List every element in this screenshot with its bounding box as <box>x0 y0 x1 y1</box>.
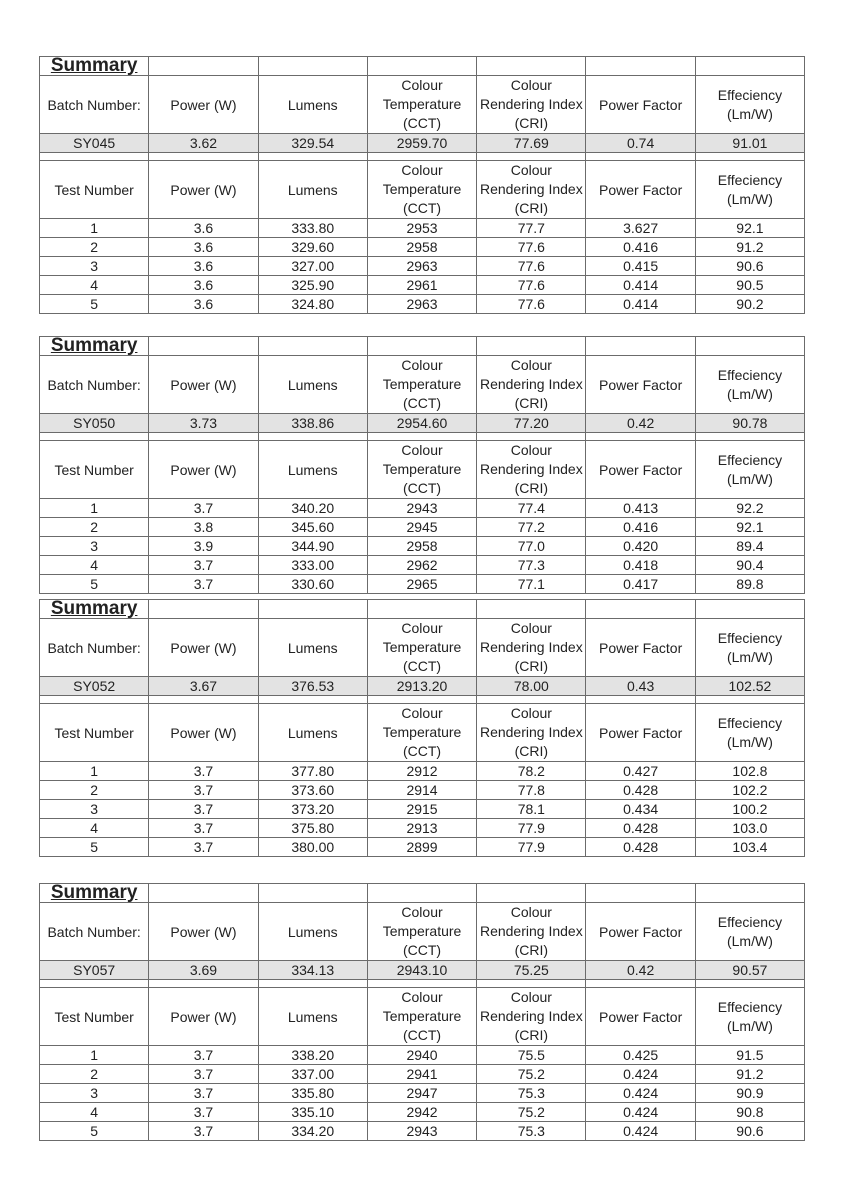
batch-header-row <box>40 356 805 414</box>
efficiency: 90.4 <box>695 556 804 575</box>
power-factor: 0.428 <box>586 819 695 838</box>
cri-header: Colour Rendering Index (CRI) <box>477 441 586 499</box>
cri: 77.1 <box>477 575 586 594</box>
table-row <box>40 295 805 314</box>
efficiency-header: Effeciency (Lm/W) <box>695 704 804 762</box>
cct: 2912 <box>367 762 476 781</box>
summary-row <box>40 677 805 696</box>
power-factor: 0.425 <box>586 1046 695 1065</box>
power-factor: 0.416 <box>586 238 695 257</box>
avg-cct: 2954.60 <box>367 414 476 433</box>
lumens: 333.80 <box>258 219 367 238</box>
power-header: Power (W) <box>149 903 258 961</box>
cct-header: Colour Temperature (CCT) <box>367 704 476 762</box>
avg-efficiency: 90.78 <box>695 414 804 433</box>
table-row <box>40 1046 805 1065</box>
cri: 77.4 <box>477 499 586 518</box>
cct: 2915 <box>367 800 476 819</box>
table-row <box>40 499 805 518</box>
cct-header: Colour Temperature (CCT) <box>367 441 476 499</box>
cri: 77.3 <box>477 556 586 575</box>
power: 3.7 <box>149 1122 258 1141</box>
summary-table-3 <box>39 599 805 857</box>
lumens: 329.60 <box>258 238 367 257</box>
power-header: Power (W) <box>149 988 258 1046</box>
power-factor: 0.428 <box>586 781 695 800</box>
power: 3.7 <box>149 499 258 518</box>
test-number: 1 <box>40 1046 149 1065</box>
batch-number: SY050 <box>40 414 149 433</box>
efficiency: 89.4 <box>695 537 804 556</box>
cct: 2943 <box>367 1122 476 1141</box>
power-header: Power (W) <box>149 704 258 762</box>
efficiency: 91.2 <box>695 238 804 257</box>
cct: 2947 <box>367 1084 476 1103</box>
table-row <box>40 556 805 575</box>
cri: 75.3 <box>477 1122 586 1141</box>
cct-header: Colour Temperature (CCT) <box>367 619 476 677</box>
cct: 2943 <box>367 499 476 518</box>
power-factor-header: Power Factor <box>586 161 695 219</box>
avg-lumens: 329.54 <box>258 134 367 153</box>
test-number: 1 <box>40 499 149 518</box>
batch-number-header: Batch Number: <box>40 356 149 414</box>
lumens: 380.00 <box>258 838 367 857</box>
test-number: 1 <box>40 219 149 238</box>
avg-lumens: 334.13 <box>258 961 367 980</box>
avg-power-factor: 0.74 <box>586 134 695 153</box>
efficiency: 100.2 <box>695 800 804 819</box>
cri: 77.6 <box>477 257 586 276</box>
avg-lumens: 376.53 <box>258 677 367 696</box>
cct: 2942 <box>367 1103 476 1122</box>
efficiency: 92.1 <box>695 518 804 537</box>
test-header-row <box>40 161 805 219</box>
power: 3.7 <box>149 781 258 800</box>
batch-number: SY045 <box>40 134 149 153</box>
power-factor: 0.424 <box>586 1103 695 1122</box>
test-number: 5 <box>40 575 149 594</box>
power: 3.6 <box>149 276 258 295</box>
table-row <box>40 518 805 537</box>
cri-header: Colour Rendering Index (CRI) <box>477 619 586 677</box>
lumens-header: Lumens <box>258 704 367 762</box>
batch-number: SY057 <box>40 961 149 980</box>
test-number-header: Test Number <box>40 441 149 499</box>
test-number: 5 <box>40 295 149 314</box>
cri-header: Colour Rendering Index (CRI) <box>477 356 586 414</box>
power-factor-header: Power Factor <box>586 704 695 762</box>
lumens: 330.60 <box>258 575 367 594</box>
cri-header: Colour Rendering Index (CRI) <box>477 161 586 219</box>
table-row <box>40 238 805 257</box>
cct-header: Colour Temperature (CCT) <box>367 76 476 134</box>
test-number: 5 <box>40 1122 149 1141</box>
power: 3.7 <box>149 1084 258 1103</box>
lumens: 337.00 <box>258 1065 367 1084</box>
batch-header-row <box>40 619 805 677</box>
lumens: 338.20 <box>258 1046 367 1065</box>
test-number: 3 <box>40 257 149 276</box>
test-number: 5 <box>40 838 149 857</box>
lumens-header: Lumens <box>258 356 367 414</box>
cct: 2963 <box>367 295 476 314</box>
cct: 2958 <box>367 537 476 556</box>
title-row <box>40 57 805 76</box>
test-number: 4 <box>40 1103 149 1122</box>
power-factor-header: Power Factor <box>586 903 695 961</box>
efficiency: 91.5 <box>695 1046 804 1065</box>
power-factor-header: Power Factor <box>586 76 695 134</box>
cri: 78.1 <box>477 800 586 819</box>
cri: 75.2 <box>477 1065 586 1084</box>
avg-efficiency: 90.57 <box>695 961 804 980</box>
efficiency: 90.5 <box>695 276 804 295</box>
lumens-header: Lumens <box>258 903 367 961</box>
power-header: Power (W) <box>149 356 258 414</box>
efficiency: 89.8 <box>695 575 804 594</box>
cct: 2945 <box>367 518 476 537</box>
power-factor: 0.414 <box>586 276 695 295</box>
lumens: 377.80 <box>258 762 367 781</box>
table-row <box>40 575 805 594</box>
efficiency: 91.2 <box>695 1065 804 1084</box>
batch-number: SY052 <box>40 677 149 696</box>
table-row <box>40 819 805 838</box>
avg-power: 3.69 <box>149 961 258 980</box>
power-factor-header: Power Factor <box>586 988 695 1046</box>
table-row <box>40 219 805 238</box>
cct-header: Colour Temperature (CCT) <box>367 903 476 961</box>
test-number: 4 <box>40 276 149 295</box>
cct: 2941 <box>367 1065 476 1084</box>
summary-row <box>40 414 805 433</box>
lumens: 340.20 <box>258 499 367 518</box>
power: 3.7 <box>149 762 258 781</box>
table-row <box>40 762 805 781</box>
lumens: 324.80 <box>258 295 367 314</box>
power-factor: 0.420 <box>586 537 695 556</box>
avg-power-factor: 0.42 <box>586 961 695 980</box>
power-header: Power (W) <box>149 161 258 219</box>
lumens-header: Lumens <box>258 619 367 677</box>
summary-title: Summary <box>40 337 149 356</box>
avg-cct: 2959.70 <box>367 134 476 153</box>
efficiency-header: Effeciency (Lm/W) <box>695 356 804 414</box>
power-factor: 0.417 <box>586 575 695 594</box>
efficiency: 92.2 <box>695 499 804 518</box>
power-header: Power (W) <box>149 76 258 134</box>
cri: 77.8 <box>477 781 586 800</box>
cri-header: Colour Rendering Index (CRI) <box>477 988 586 1046</box>
title-row <box>40 600 805 619</box>
summary-title: Summary <box>40 600 149 619</box>
batch-header-row <box>40 76 805 134</box>
spacer-row <box>40 433 805 441</box>
cct: 2914 <box>367 781 476 800</box>
test-number: 3 <box>40 537 149 556</box>
power-header: Power (W) <box>149 619 258 677</box>
cct: 2961 <box>367 276 476 295</box>
cri: 75.5 <box>477 1046 586 1065</box>
power-factor-header: Power Factor <box>586 356 695 414</box>
avg-cri: 78.00 <box>477 677 586 696</box>
summary-title: Summary <box>40 884 149 903</box>
power: 3.8 <box>149 518 258 537</box>
power: 3.9 <box>149 537 258 556</box>
power-factor: 0.434 <box>586 800 695 819</box>
lumens: 345.60 <box>258 518 367 537</box>
efficiency: 102.8 <box>695 762 804 781</box>
efficiency: 102.2 <box>695 781 804 800</box>
cri: 77.7 <box>477 219 586 238</box>
avg-lumens: 338.86 <box>258 414 367 433</box>
cri: 77.9 <box>477 819 586 838</box>
lumens: 334.20 <box>258 1122 367 1141</box>
table-row <box>40 257 805 276</box>
lumens: 333.00 <box>258 556 367 575</box>
power: 3.7 <box>149 1103 258 1122</box>
efficiency: 90.9 <box>695 1084 804 1103</box>
efficiency: 90.6 <box>695 1122 804 1141</box>
efficiency: 103.0 <box>695 819 804 838</box>
lumens: 335.10 <box>258 1103 367 1122</box>
table-row <box>40 1103 805 1122</box>
power-factor: 0.413 <box>586 499 695 518</box>
batch-number-header: Batch Number: <box>40 76 149 134</box>
lumens: 344.90 <box>258 537 367 556</box>
power: 3.7 <box>149 819 258 838</box>
avg-power: 3.67 <box>149 677 258 696</box>
table-row <box>40 838 805 857</box>
test-number-header: Test Number <box>40 161 149 219</box>
cct-header: Colour Temperature (CCT) <box>367 356 476 414</box>
cct: 2913 <box>367 819 476 838</box>
power-header: Power (W) <box>149 441 258 499</box>
avg-power-factor: 0.43 <box>586 677 695 696</box>
test-number: 3 <box>40 800 149 819</box>
cri: 77.6 <box>477 238 586 257</box>
summary-row <box>40 134 805 153</box>
spacer-row <box>40 980 805 988</box>
table-row <box>40 781 805 800</box>
test-number: 3 <box>40 1084 149 1103</box>
batch-number-header: Batch Number: <box>40 903 149 961</box>
table-row <box>40 800 805 819</box>
cri-header: Colour Rendering Index (CRI) <box>477 76 586 134</box>
lumens: 327.00 <box>258 257 367 276</box>
test-number: 2 <box>40 518 149 537</box>
power: 3.7 <box>149 838 258 857</box>
cri: 77.2 <box>477 518 586 537</box>
power: 3.6 <box>149 238 258 257</box>
test-number-header: Test Number <box>40 704 149 762</box>
lumens: 375.80 <box>258 819 367 838</box>
avg-power: 3.62 <box>149 134 258 153</box>
cri: 77.0 <box>477 537 586 556</box>
table-row <box>40 1065 805 1084</box>
power-factor: 0.415 <box>586 257 695 276</box>
efficiency-header: Effeciency (Lm/W) <box>695 619 804 677</box>
lumens: 373.60 <box>258 781 367 800</box>
power-factor: 0.414 <box>586 295 695 314</box>
cct: 2940 <box>367 1046 476 1065</box>
power-factor: 0.428 <box>586 838 695 857</box>
cri: 78.2 <box>477 762 586 781</box>
efficiency: 90.6 <box>695 257 804 276</box>
summary-table-1 <box>39 56 805 314</box>
cri: 77.9 <box>477 838 586 857</box>
lumens-header: Lumens <box>258 161 367 219</box>
power-factor-header: Power Factor <box>586 441 695 499</box>
power-factor: 0.427 <box>586 762 695 781</box>
test-header-row <box>40 704 805 762</box>
lumens: 335.80 <box>258 1084 367 1103</box>
cct: 2963 <box>367 257 476 276</box>
test-number: 1 <box>40 762 149 781</box>
efficiency: 90.2 <box>695 295 804 314</box>
avg-cri: 77.20 <box>477 414 586 433</box>
test-number: 4 <box>40 819 149 838</box>
power: 3.7 <box>149 800 258 819</box>
title-row <box>40 884 805 903</box>
cri: 77.6 <box>477 276 586 295</box>
efficiency: 92.1 <box>695 219 804 238</box>
power: 3.7 <box>149 575 258 594</box>
power: 3.6 <box>149 295 258 314</box>
summary-table-2 <box>39 336 805 594</box>
efficiency: 103.4 <box>695 838 804 857</box>
cri: 77.6 <box>477 295 586 314</box>
power: 3.6 <box>149 219 258 238</box>
cct: 2962 <box>367 556 476 575</box>
batch-number-header: Batch Number: <box>40 619 149 677</box>
cct: 2958 <box>367 238 476 257</box>
cri: 75.2 <box>477 1103 586 1122</box>
test-number: 2 <box>40 1065 149 1084</box>
table-row <box>40 1084 805 1103</box>
batch-header-row <box>40 903 805 961</box>
table-row <box>40 537 805 556</box>
power-factor: 0.424 <box>586 1122 695 1141</box>
lumens-header: Lumens <box>258 988 367 1046</box>
efficiency-header: Effeciency (Lm/W) <box>695 161 804 219</box>
test-number: 4 <box>40 556 149 575</box>
avg-cri: 75.25 <box>477 961 586 980</box>
efficiency: 90.8 <box>695 1103 804 1122</box>
table-row <box>40 276 805 295</box>
spacer-row <box>40 696 805 704</box>
power-factor: 0.424 <box>586 1065 695 1084</box>
test-header-row <box>40 988 805 1046</box>
power-factor: 0.416 <box>586 518 695 537</box>
cct-header: Colour Temperature (CCT) <box>367 161 476 219</box>
lumens-header: Lumens <box>258 76 367 134</box>
cct: 2953 <box>367 219 476 238</box>
cct: 2899 <box>367 838 476 857</box>
power-factor: 0.424 <box>586 1084 695 1103</box>
test-number: 2 <box>40 781 149 800</box>
avg-cct: 2943.10 <box>367 961 476 980</box>
test-number: 2 <box>40 238 149 257</box>
cri-header: Colour Rendering Index (CRI) <box>477 704 586 762</box>
test-number-header: Test Number <box>40 988 149 1046</box>
avg-efficiency: 102.52 <box>695 677 804 696</box>
cct-header: Colour Temperature (CCT) <box>367 988 476 1046</box>
power: 3.7 <box>149 556 258 575</box>
efficiency-header: Effeciency (Lm/W) <box>695 903 804 961</box>
avg-efficiency: 91.01 <box>695 134 804 153</box>
table-row <box>40 1122 805 1141</box>
efficiency-header: Effeciency (Lm/W) <box>695 988 804 1046</box>
lumens-header: Lumens <box>258 441 367 499</box>
power-factor: 3.627 <box>586 219 695 238</box>
power-factor: 0.418 <box>586 556 695 575</box>
spacer-row <box>40 153 805 161</box>
power: 3.7 <box>149 1065 258 1084</box>
power: 3.7 <box>149 1046 258 1065</box>
efficiency-header: Effeciency (Lm/W) <box>695 441 804 499</box>
cri-header: Colour Rendering Index (CRI) <box>477 903 586 961</box>
cct: 2965 <box>367 575 476 594</box>
avg-cct: 2913.20 <box>367 677 476 696</box>
avg-power: 3.73 <box>149 414 258 433</box>
lumens: 373.20 <box>258 800 367 819</box>
power-factor-header: Power Factor <box>586 619 695 677</box>
summary-row <box>40 961 805 980</box>
title-row <box>40 337 805 356</box>
summary-title: Summary <box>40 57 149 76</box>
test-header-row <box>40 441 805 499</box>
power: 3.6 <box>149 257 258 276</box>
avg-cri: 77.69 <box>477 134 586 153</box>
summary-table-4 <box>39 883 805 1141</box>
efficiency-header: Effeciency (Lm/W) <box>695 76 804 134</box>
avg-power-factor: 0.42 <box>586 414 695 433</box>
cri: 75.3 <box>477 1084 586 1103</box>
lumens: 325.90 <box>258 276 367 295</box>
